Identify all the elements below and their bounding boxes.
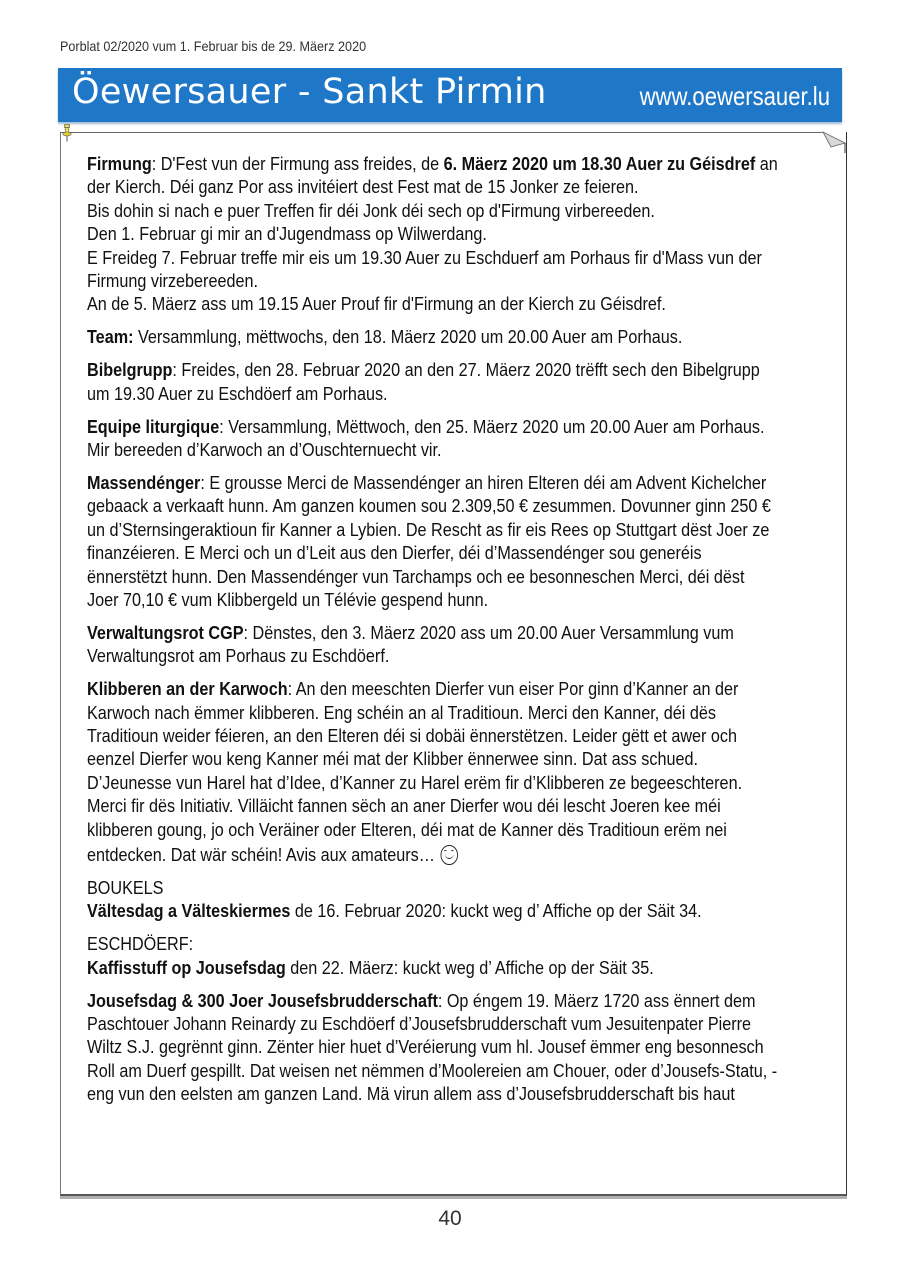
section-boukels — [87, 876, 752, 923]
text: : An den meeschten Dierfer vun eiser Por ginn d’Kanner an der — [287, 678, 739, 700]
text-line: Verwaltungsrot am Porhaus zu Eschdöerf. — [87, 645, 390, 667]
text-line: um 19.30 Auer zu Eschdöerf am Porhaus. — [87, 382, 388, 404]
text-line: gebaack a verkaaft hunn. Am ganzen koumen sou 2.309,50 € zesummen. Dovunner ginn 250 € — [87, 495, 771, 517]
article-body — [87, 152, 847, 1115]
text: : Dënstes, den 3. Mäerz 2020 ass um 20.00 Auer Versammlung vum — [243, 621, 734, 643]
text-line — [87, 677, 752, 700]
smiley-icon — [440, 845, 458, 865]
section-eschdoerf — [87, 932, 752, 979]
section-label: Team: — [87, 326, 134, 348]
section-label: Vältesdag a Välteskiermes — [87, 900, 291, 922]
text-line: An de 5. Mäerz ass um 19.15 Auer Prouf fir d'Firmung an der Kierch zu Géisdref. — [87, 293, 666, 315]
text-line: Paschtouer Johann Reinardy zu Eschdöerf d’Jousefsbrudderschaft vum Jesuitenpater Pierre — [87, 1012, 752, 1034]
section-verwaltungsrot — [87, 621, 752, 668]
text-line: eng vun den eelsten am ganzen Land. Mä virun allem ass d’Jousefsbrudderschaft bis haut — [87, 1083, 735, 1105]
text-line — [87, 358, 760, 381]
text-line — [87, 415, 765, 438]
text-line: finanzéieren. E Merci och un d’Leit aus den Dierfer, déi d’Massendénger sou generéis — [87, 542, 702, 564]
text: : Freides, den 28. Februar 2020 an den 27. Mäerz 2020 trëfft sech den Bibelgrupp — [172, 359, 760, 381]
section-team — [87, 325, 752, 348]
text: : Op éngem 19. Mäerz 1720 ass ënnert dem — [437, 989, 756, 1011]
text-line: klibberen goung, jo och Veräiner oder Elteren, déi mat de Kanner dës Traditioun erëm nei — [87, 818, 727, 840]
text-line: un d’Sternsingeraktioun fir Kanner a Lybien. De Rescht as fir eis Rees op Stuttgart dëst Joer ze — [87, 518, 770, 540]
section-label: Massendénger — [87, 471, 201, 493]
content-box-top-border — [60, 132, 823, 133]
text-line: Bis dohin si nach e puer Treffen fir déi Jonk déi sech op d'Firmung virbereeden. — [87, 199, 655, 221]
section-label: Verwaltungsrot CGP — [87, 621, 244, 643]
section-massendenger — [87, 471, 771, 611]
section-label: Kaffisstuff op Jousefsdag — [87, 956, 286, 978]
text-line: eenzel Dierfer wou keng Kanner méi mat der Klibber ënnerwee sinn. Dat ass schued. — [87, 748, 698, 770]
text-line: Mir bereeden d’Karwoch an d’Ouschternuecht vir. — [87, 438, 442, 460]
section-label: Jousefsdag & 300 Joer Jousefsbrudderschaft — [87, 989, 438, 1011]
text-line: Merci fir dës Initiativ. Villäicht fannen sëch an aner Dierfer wou déi lescht Joeren kee méi — [87, 795, 721, 817]
text-line: Den 1. Februar gi mir an d'Jugendmass op Wilwerdang. — [87, 223, 487, 245]
text: : E grousse Merci de Massendénger an hiren Elteren déi am Advent Kichelcher — [200, 471, 767, 493]
section-firmung — [87, 152, 778, 316]
section-bibelgrupp — [87, 358, 760, 405]
text-line: Wiltz S.J. gegrënnt ginn. Zënter hier huet d’Veréierung vum hl. Jousef ëmmer eng besonnesch — [87, 1036, 764, 1058]
text-line — [87, 325, 752, 348]
text: an — [755, 153, 778, 174]
text-line: der Kierch. Déi ganz Por ass invitéiert dest Fest mat de 15 Jonker ze feieren. — [87, 176, 639, 198]
section-label: Equipe liturgique — [87, 415, 220, 437]
text-line — [87, 899, 752, 922]
section-label: Bibelgrupp — [87, 359, 173, 381]
text-line: Joer 70,10 € vum Klibbergeld un Télévie gespend hunn. — [87, 588, 489, 610]
page-number: 40 — [438, 1207, 462, 1230]
section-equipe-liturgique — [87, 415, 765, 462]
section-klibberen — [87, 677, 752, 866]
banner-url[interactable]: www.oewersauer.lu — [639, 81, 830, 111]
section-jousefsdag — [87, 989, 778, 1106]
text-line: Traditioun weider féieren, an den Elteren déi si dobäi ënnerstëtzen. Leider gëtt et awer och — [87, 724, 738, 746]
text-line — [87, 956, 752, 979]
text-line — [87, 152, 778, 175]
pushpin-icon — [62, 124, 72, 142]
text-line: E Freideg 7. Februar treffe mir eis um 19.30 Auer zu Eschduerf am Porhaus fir d'Mass vun der — [87, 246, 762, 268]
text: : D'Fest vun der Firmung ass freides, de — [151, 153, 444, 174]
text-line: Roll am Duerf gespillt. Dat weisen net nëmmen d’Moolereien am Chouer, oder d’Jousefs-Statu, - — [87, 1059, 778, 1081]
running-head: Porblat 02/2020 vum 1. Februar bis de 29. Mäerz 2020 — [60, 38, 367, 54]
text-line: Karwoch nach ëmmer klibberen. Eng schéin an al Traditioun. Merci den Kanner, déi dës — [87, 701, 716, 723]
text-line: D’Jeunesse vun Harel hat d’Idee, d’Kanner zu Harel erëm fir d’Klibberen ze begeeschteren. — [87, 771, 743, 793]
banner-title: Öewersauer - Sankt Pirmin — [72, 72, 547, 112]
village-heading: ESCHDÖERF: — [87, 933, 194, 955]
text-line: ënnerstëtzt hunn. Den Massendénger vun Tarchamps och ee besonneschen Merci, déi dëst — [87, 565, 745, 587]
text-line — [87, 989, 756, 1012]
section-label: Klibberen an der Karwoch — [87, 678, 288, 700]
text: entdecken. Dat wär schéin! Avis aux amateurs… — [87, 843, 435, 865]
section-label: Firmung — [87, 153, 152, 174]
text: de 16. Februar 2020: kuckt weg d’ Affiche op der Säit 34. — [290, 900, 702, 922]
event-date-highlight: 6. Mäerz 2020 um 18.30 Auer zu Géisdref — [443, 153, 756, 174]
text: Versammlung, mëttwochs, den 18. Mäerz 2020 um 20.00 Auer am Porhaus. — [133, 326, 683, 348]
text-line: Firmung virzebereeden. — [87, 270, 258, 292]
text-line — [87, 621, 752, 644]
text-line — [87, 843, 752, 866]
banner — [58, 68, 842, 122]
page-curl-icon — [822, 131, 846, 153]
text-line — [87, 471, 767, 494]
village-heading: BOUKELS — [87, 876, 164, 898]
text: den 22. Mäerz: kuckt weg d’ Affiche op der Säit 35. — [285, 956, 654, 978]
text: : Versammlung, Mëttwoch, den 25. Mäerz 2020 um 20.00 Auer am Porhaus. — [219, 415, 765, 437]
